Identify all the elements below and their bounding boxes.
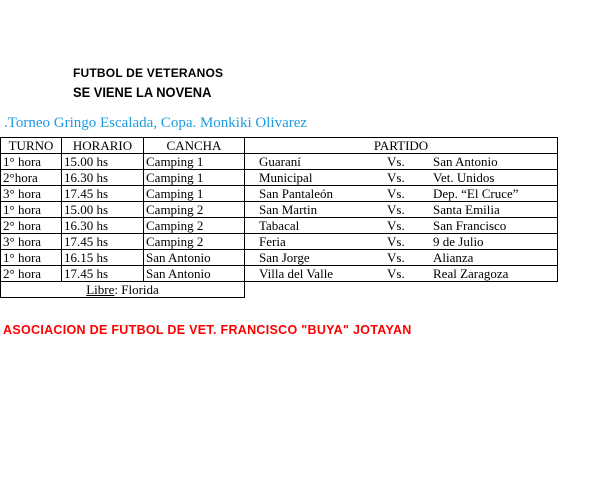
home-team: Municipal bbox=[259, 170, 313, 185]
vs-label: Vs. bbox=[387, 266, 405, 281]
turno-cell: 2° hora bbox=[1, 266, 62, 282]
col-horario: HORARIO bbox=[62, 138, 144, 154]
table-header-row bbox=[1, 138, 558, 154]
table-row bbox=[1, 218, 558, 234]
col-cancha: CANCHA bbox=[144, 138, 245, 154]
home-team: San Martin bbox=[259, 202, 318, 217]
subtitle-novena: SE VIENE LA NOVENA bbox=[73, 84, 212, 100]
cancha-cell: San Antonio bbox=[144, 250, 245, 266]
away-team: Vet. Unidos bbox=[433, 170, 495, 185]
home-team: San Jorge bbox=[259, 250, 310, 265]
horario-cell: 16.30 hs bbox=[62, 218, 144, 234]
partido-cell bbox=[245, 266, 558, 282]
cancha-cell: Camping 1 bbox=[144, 170, 245, 186]
horario-cell: 17.45 hs bbox=[62, 234, 144, 250]
away-team: Dep. “El Cruce” bbox=[433, 186, 519, 201]
vs-label: Vs. bbox=[387, 218, 405, 233]
partido-cell bbox=[245, 202, 558, 218]
partido-cell bbox=[245, 154, 558, 170]
home-team: San Pantaleón bbox=[259, 186, 334, 201]
fixture-table bbox=[0, 137, 558, 298]
table-row bbox=[1, 234, 558, 250]
away-team: San Francisco bbox=[433, 218, 507, 233]
table-row bbox=[1, 170, 558, 186]
col-turno: TURNO bbox=[1, 138, 62, 154]
libre-row bbox=[1, 282, 558, 298]
horario-cell: 15.00 hs bbox=[62, 154, 144, 170]
partido-cell bbox=[245, 186, 558, 202]
table-row bbox=[1, 186, 558, 202]
table-row bbox=[1, 266, 558, 282]
vs-label: Vs. bbox=[387, 170, 405, 185]
title-futbol-veteranos: FUTBOL DE VETERANOS bbox=[73, 66, 224, 80]
horario-cell: 15.00 hs bbox=[62, 202, 144, 218]
vs-label: Vs. bbox=[387, 154, 405, 169]
cancha-cell: Camping 2 bbox=[144, 234, 245, 250]
turno-cell: 3° hora bbox=[1, 186, 62, 202]
table-row bbox=[1, 154, 558, 170]
partido-cell bbox=[245, 250, 558, 266]
libre-label: Libre bbox=[86, 282, 115, 297]
home-team: Villa del Valle bbox=[259, 266, 334, 281]
cancha-cell: Camping 1 bbox=[144, 154, 245, 170]
away-team: Santa Emilia bbox=[433, 202, 500, 217]
libre-team: : Florida bbox=[114, 282, 159, 297]
horario-cell: 16.30 hs bbox=[62, 170, 144, 186]
partido-cell bbox=[245, 218, 558, 234]
away-team: 9 de Julio bbox=[433, 234, 484, 249]
cancha-cell: San Antonio bbox=[144, 266, 245, 282]
vs-label: Vs. bbox=[387, 234, 405, 249]
horario-cell: 16.15 hs bbox=[62, 250, 144, 266]
vs-label: Vs. bbox=[387, 250, 405, 265]
home-team: Tabacal bbox=[259, 218, 300, 233]
cancha-cell: Camping 2 bbox=[144, 218, 245, 234]
partido-cell bbox=[245, 170, 558, 186]
turno-cell: 2°hora bbox=[1, 170, 62, 186]
turno-cell: 1° hora bbox=[1, 202, 62, 218]
home-team: Feria bbox=[259, 234, 286, 249]
empty-cell bbox=[245, 282, 558, 298]
vs-label: Vs. bbox=[387, 186, 405, 201]
partido-cell bbox=[245, 234, 558, 250]
table-row bbox=[1, 202, 558, 218]
turno-cell: 2° hora bbox=[1, 218, 62, 234]
table-row bbox=[1, 250, 558, 266]
horario-cell: 17.45 hs bbox=[62, 266, 144, 282]
turno-cell: 1° hora bbox=[1, 154, 62, 170]
away-team: Real Zaragoza bbox=[433, 266, 509, 281]
away-team: Alianza bbox=[433, 250, 474, 265]
horario-cell: 17.45 hs bbox=[62, 186, 144, 202]
cancha-cell: Camping 1 bbox=[144, 186, 245, 202]
col-partido: PARTIDO bbox=[245, 138, 558, 154]
turno-cell: 3° hora bbox=[1, 234, 62, 250]
cancha-cell: Camping 2 bbox=[144, 202, 245, 218]
away-team: San Antonio bbox=[433, 154, 498, 169]
turno-cell: 1° hora bbox=[1, 250, 62, 266]
torneo-title: .Torneo Gringo Escalada, Copa. Monkiki Olivarez bbox=[4, 115, 308, 131]
vs-label: Vs. bbox=[387, 202, 405, 217]
association-footer: ASOCIACION DE FUTBOL DE VET. FRANCISCO "BUYA" JOTAYAN bbox=[3, 323, 412, 337]
home-team: Guaraní bbox=[259, 154, 301, 169]
libre-cell bbox=[1, 282, 245, 298]
